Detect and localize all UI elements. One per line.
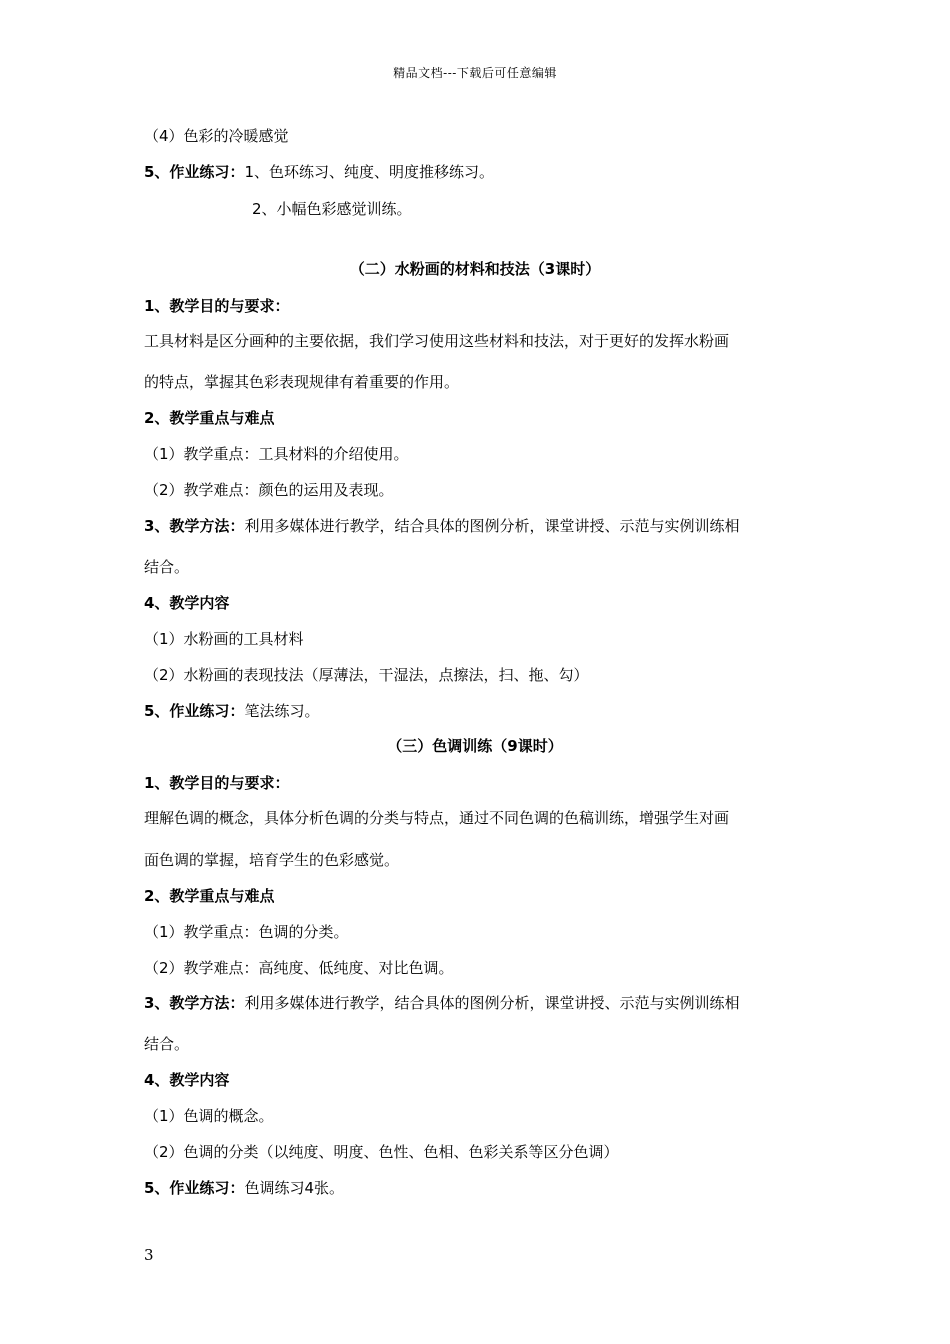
text-line [252, 198, 412, 220]
text-line [144, 992, 739, 1014]
line-text: 结合。 [144, 1035, 190, 1053]
text-line [144, 700, 319, 722]
text-line [144, 957, 454, 979]
text-line [144, 664, 589, 686]
text-line [144, 515, 739, 537]
line-text: 笔法练习。 [244, 702, 320, 720]
line-text: 色调练习4张。 [244, 1179, 344, 1197]
bold-label: 1、教学目的与要求： [144, 774, 290, 792]
bold-label: 3、教学方法： [144, 994, 245, 1012]
bold-label: 5、作业练习： [144, 163, 245, 181]
bold-label: 2、教学重点与难点 [144, 409, 275, 427]
bold-label: （三）色调训练（9课时） [387, 737, 563, 755]
text-line [144, 1105, 274, 1127]
line-text: （1）教学重点：色调的分类。 [144, 923, 349, 941]
text-line [144, 407, 274, 429]
line-text: 工具材料是区分画种的主要依据，我们学习使用这些材料和技法，对于更好的发挥水粉画 [144, 332, 730, 350]
bold-label: （二）水粉画的材料和技法（3课时） [349, 260, 601, 278]
text-line [144, 849, 399, 871]
line-text: （1）色调的概念。 [144, 1107, 274, 1125]
text-line [144, 443, 409, 465]
line-text: 利用多媒体进行教学，结合具体的图例分析，课堂讲授、示范与实例训练相 [244, 994, 740, 1012]
section-heading [144, 258, 806, 280]
text-line [144, 1177, 344, 1199]
text-line [144, 1033, 189, 1055]
line-text: 的特点，掌握其色彩表现规律有着重要的作用。 [144, 373, 460, 391]
text-line [144, 479, 394, 501]
bold-label: 5、作业练习： [144, 702, 245, 720]
text-line [144, 592, 229, 614]
bold-label: 3、教学方法： [144, 517, 245, 535]
text-line [144, 807, 729, 829]
bold-label: 4、教学内容 [144, 1071, 230, 1089]
line-text: （1）教学重点：工具材料的介绍使用。 [144, 445, 409, 463]
page-header: 精品文档---下载后可任意编辑 [393, 66, 557, 80]
line-text: 结合。 [144, 558, 190, 576]
line-text: 面色调的掌握，培育学生的色彩感觉。 [144, 851, 400, 869]
line-text: （1）水粉画的工具材料 [144, 630, 304, 648]
bold-label: 2、教学重点与难点 [144, 887, 275, 905]
text-line [144, 1141, 619, 1163]
line-text: 利用多媒体进行教学，结合具体的图例分析，课堂讲授、示范与实例训练相 [244, 517, 740, 535]
text-line [144, 330, 729, 352]
bold-label: 1、教学目的与要求： [144, 297, 290, 315]
text-line [144, 628, 304, 650]
text-line [144, 921, 349, 943]
line-text: 1、色环练习、纯度、明度推移练习。 [244, 163, 494, 181]
bold-label: 5、作业练习： [144, 1179, 245, 1197]
page-number: 3 [144, 1246, 154, 1264]
text-line [144, 556, 189, 578]
line-text: （2）教学难点：高纯度、低纯度、对比色调。 [144, 959, 454, 977]
line-text: 2、小幅色彩感觉训练。 [252, 200, 412, 218]
line-text: （2）色调的分类（以纯度、明度、色性、色相、色彩关系等区分色调） [144, 1143, 619, 1161]
text-line [144, 1069, 229, 1091]
line-text: （4）色彩的冷暖感觉 [144, 127, 289, 145]
text-line [144, 161, 494, 183]
text-line [144, 125, 289, 147]
section-heading [144, 735, 806, 757]
line-text: 理解色调的概念，具体分析色调的分类与特点，通过不同色调的色稿训练，增强学生对画 [144, 809, 730, 827]
line-text: （2）水粉画的表现技法（厚薄法，干湿法，点擦法，扫、拖、勾） [144, 666, 589, 684]
text-line [144, 295, 289, 317]
text-line [144, 772, 289, 794]
bold-label: 4、教学内容 [144, 594, 230, 612]
line-text: （2）教学难点：颜色的运用及表现。 [144, 481, 394, 499]
text-line [144, 885, 274, 907]
text-line [144, 371, 459, 393]
